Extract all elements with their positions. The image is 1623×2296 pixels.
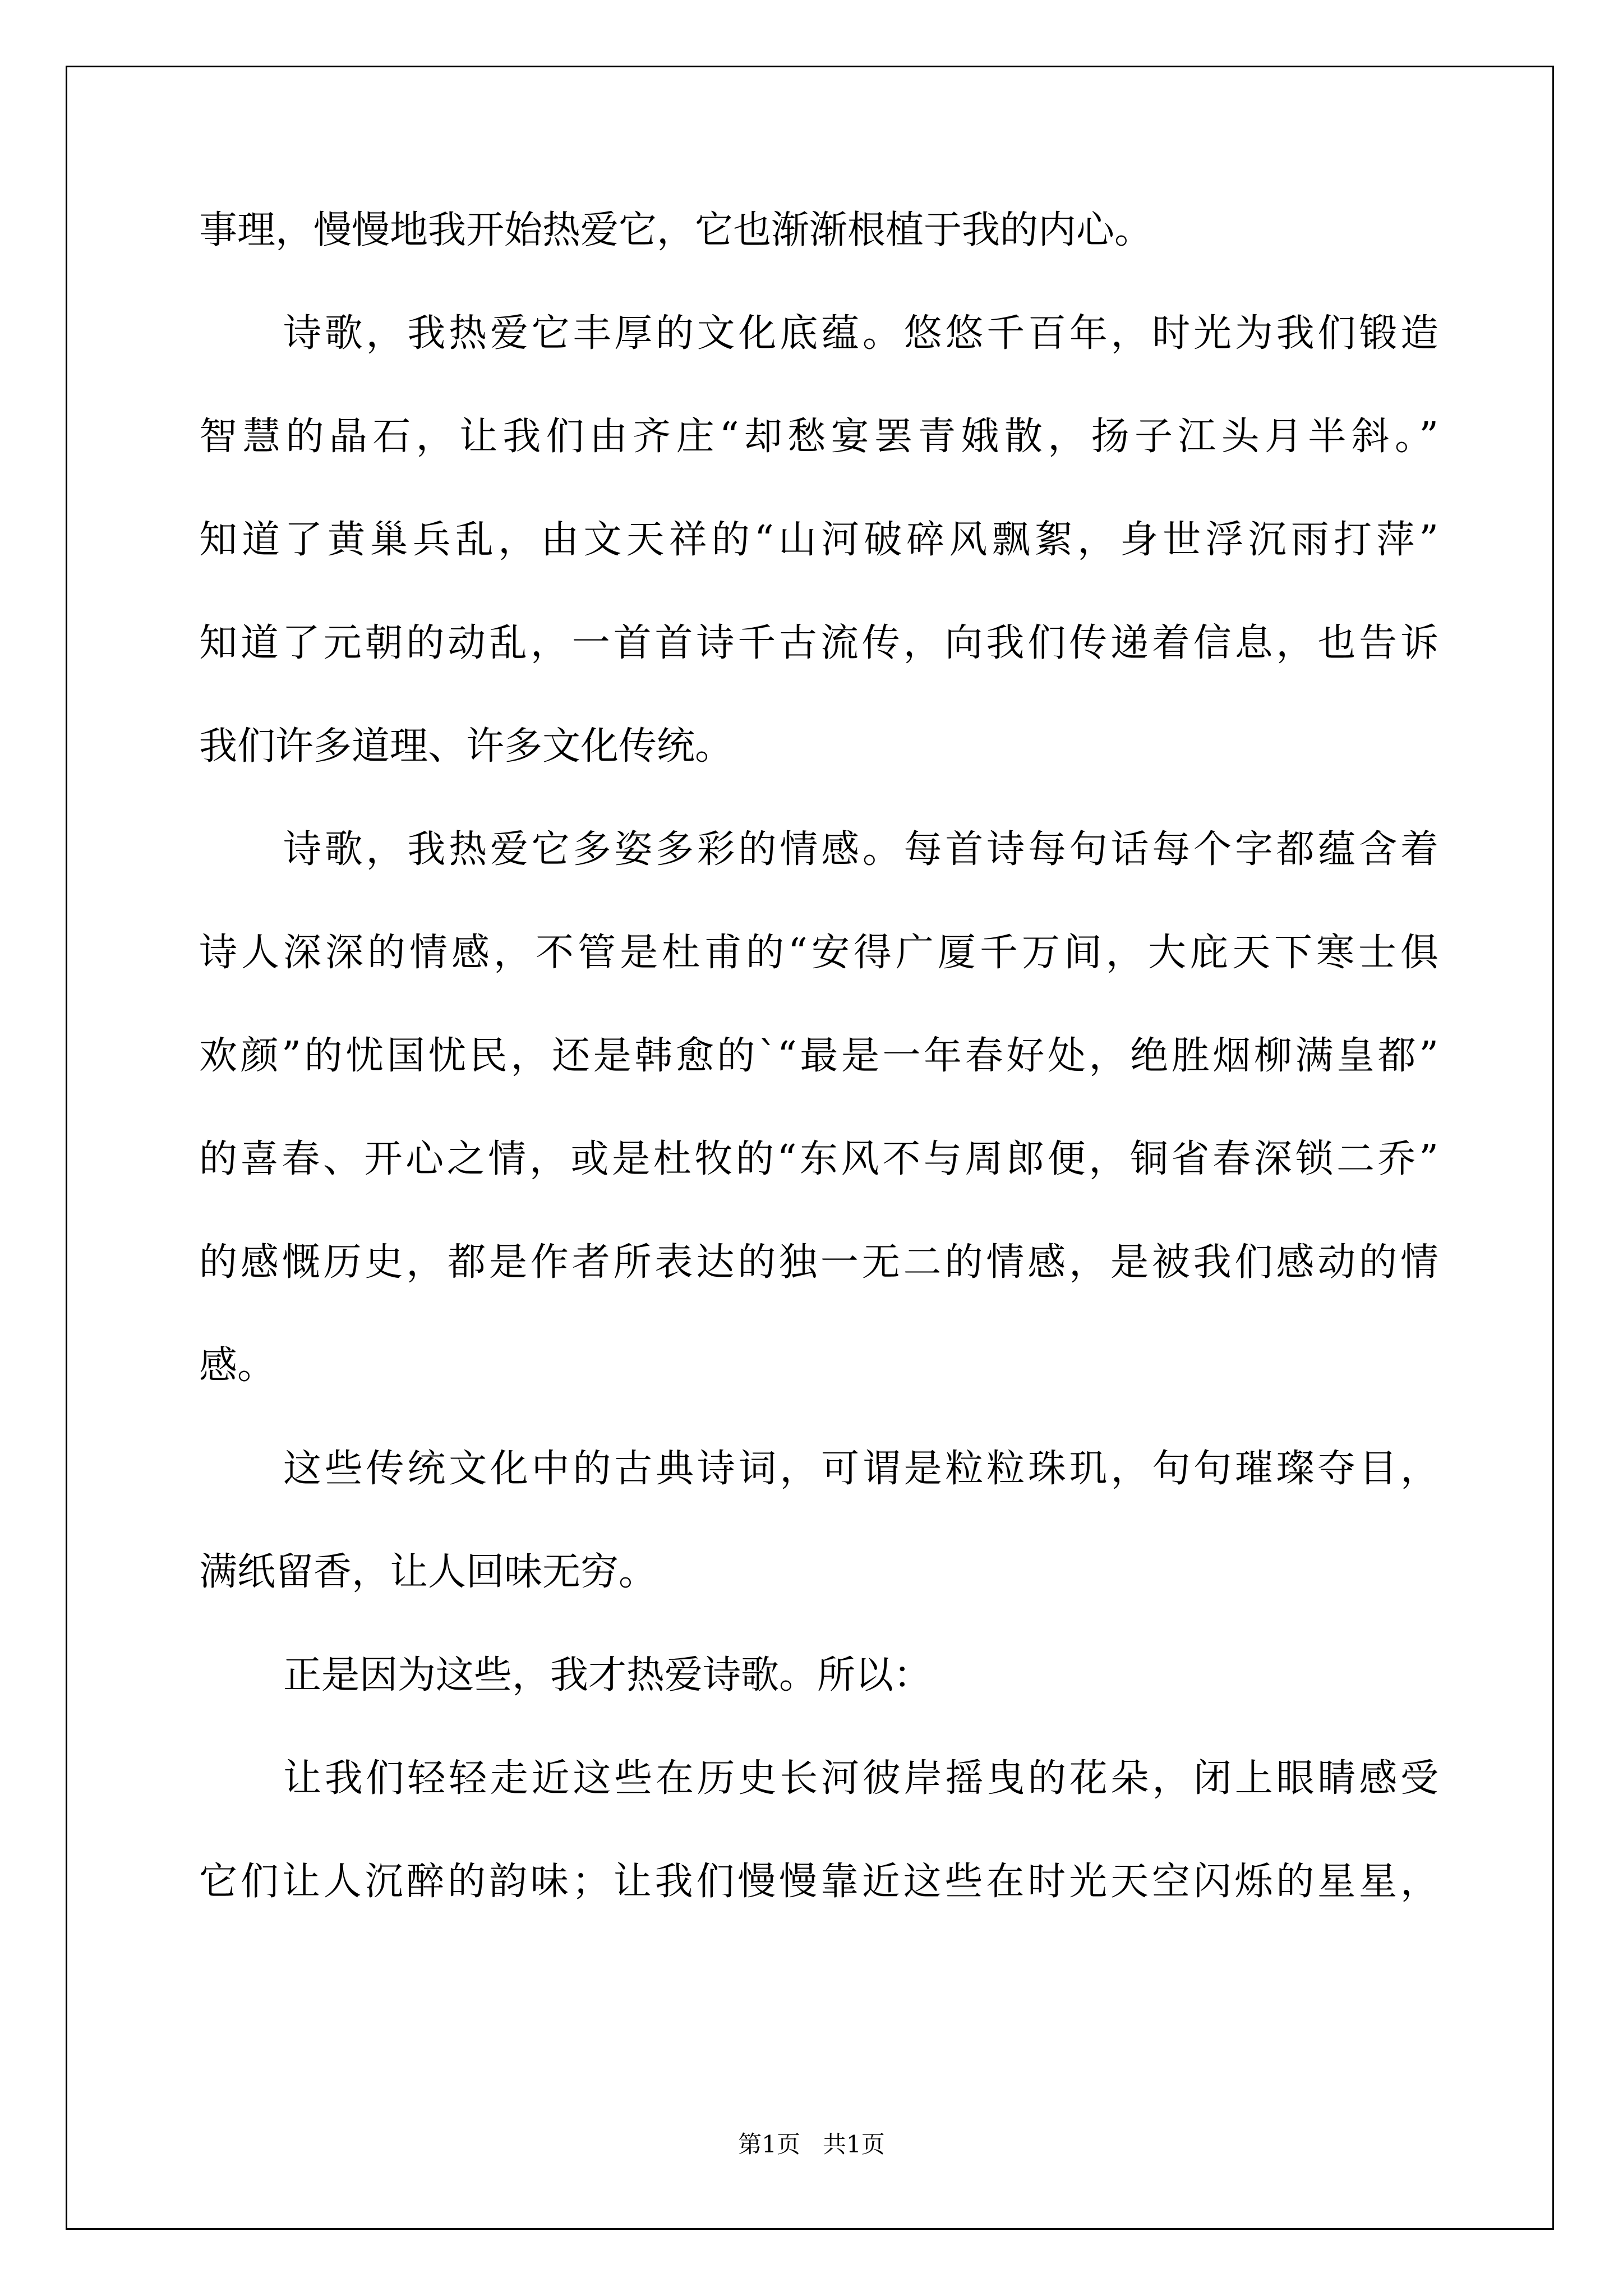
text-line: 诗歌，我热爱它多姿多彩的情感。每首诗每句话每个字都蕴含着 bbox=[283, 827, 1438, 872]
text-line: 知道了元朝的动乱，一首首诗千古流传，向我们传递着信息，也告诉 bbox=[199, 621, 1438, 665]
text-line: 诗歌，我热爱它丰厚的文化底蕴。悠悠千百年，时光为我们锻造 bbox=[283, 311, 1438, 356]
text-line: 我们许多道理、许多文化传统。 bbox=[199, 724, 734, 769]
text-line: 诗人深深的情感，不管是杜甫的“安得广厦千万间，大庇天下寒士俱 bbox=[199, 931, 1438, 975]
text-line: 事理，慢慢地我开始热爱它，它也渐渐根植于我的内心。 bbox=[199, 208, 1153, 252]
text-line: 智慧的晶石，让我们由齐庄“却愁宴罢青娥散，扬子江头月半斜。” bbox=[199, 415, 1438, 459]
text-line: 它们让人沉醉的韵味；让我们慢慢靠近这些在时光天空闪烁的星星， bbox=[199, 1860, 1438, 1904]
page-number-footer: 第1页 共1页 bbox=[738, 2131, 885, 2158]
text-line: 满纸留香，让人回味无穷。 bbox=[199, 1550, 657, 1594]
text-line: 让我们轻轻走近这些在历史长河彼岸摇曳的花朵，闭上眼睛感受 bbox=[283, 1756, 1438, 1801]
text-line: 欢颜”的忧国忧民，还是韩愈的`“最是一年春好处，绝胜烟柳满皇都” bbox=[199, 1034, 1438, 1078]
text-line: 感。 bbox=[199, 1343, 276, 1388]
text-line: 这些传统文化中的古典诗词，可谓是粒粒珠玑，句句璀璨夺目， bbox=[283, 1447, 1438, 1491]
text-line: 的感慨历史，都是作者所表达的独一无二的情感，是被我们感动的情 bbox=[199, 1240, 1438, 1285]
text-line: 正是因为这些，我才热爱诗歌。所以： bbox=[283, 1653, 932, 1697]
text-line: 知道了黄巢兵乱，由文天祥的“山河破碎风飘絮，身世浮沉雨打萍” bbox=[199, 518, 1438, 562]
text-line: 的喜春、开心之情，或是杜牧的“东风不与周郎便，铜省春深锁二乔” bbox=[199, 1137, 1438, 1181]
